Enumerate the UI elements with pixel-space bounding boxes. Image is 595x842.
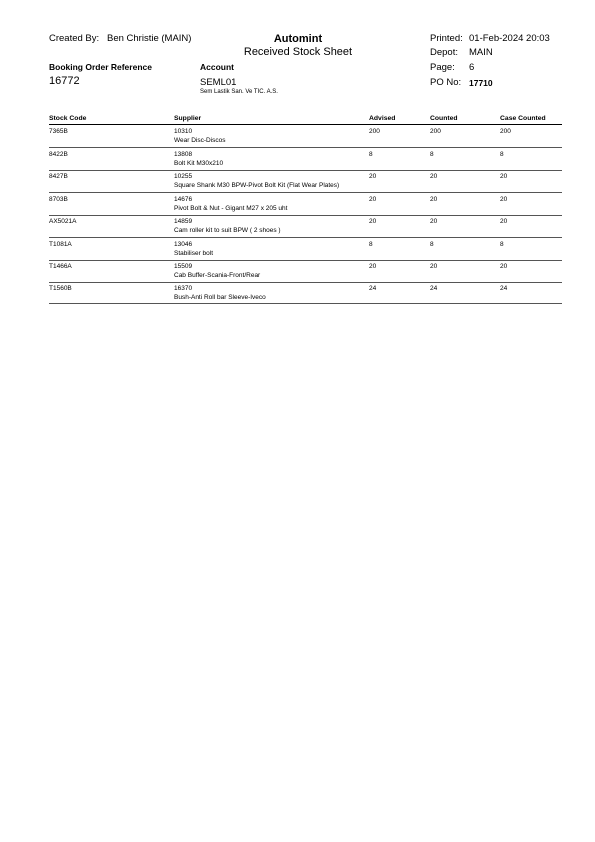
stock-code-cell: AX5021A [49,218,77,225]
counted-cell: 20 [430,173,438,180]
description-cell: Square Shank M30 BPW-Pivot Bolt Kit (Flat Wear Plates) [174,182,340,189]
row-divider [49,170,562,171]
stock-code-cell: T1560B [49,285,72,292]
row-divider [49,303,562,304]
header-divider [49,124,562,125]
column-header-stock-code: Stock Code [49,115,87,122]
case-counted-cell: 20 [500,173,508,180]
company-name: Automint [273,33,323,45]
counted-cell: 24 [430,285,438,292]
account-label: Account [200,62,234,72]
counted-cell: 8 [430,151,434,158]
supplier-code-cell: 10255 [174,173,193,180]
po-value: 17710 [469,78,493,88]
advised-cell: 20 [369,218,377,225]
row-divider [49,192,562,193]
supplier-code-cell: 10310 [174,128,193,135]
case-counted-cell: 8 [500,241,504,248]
supplier-code-cell: 16370 [174,285,193,292]
advised-cell: 20 [369,196,377,203]
counted-cell: 8 [430,241,434,248]
column-header-counted: Counted [430,115,458,122]
row-divider [49,215,562,216]
page-label: Page: [430,62,455,73]
column-header-case-counted: Case Counted [500,115,546,122]
counted-cell: 20 [430,196,438,203]
booking-ref-value: 16772 [49,75,80,87]
stock-code-cell: 8422B [49,151,68,158]
counted-cell: 20 [430,218,438,225]
stock-code-cell: 7365B [49,128,68,135]
advised-cell: 200 [369,128,380,135]
counted-cell: 20 [430,263,438,270]
advised-cell: 24 [369,285,377,292]
stock-code-cell: 8703B [49,196,68,203]
account-name: Sem Lastik San. Ve TIC. A.S. [200,89,278,95]
advised-cell: 20 [369,173,377,180]
sheet-title: Received Stock Sheet [243,46,353,58]
stock-code-cell: T1466A [49,263,72,270]
created-by-value: Ben Christie (MAIN) [107,33,192,44]
created-by-label: Created By: [49,33,100,44]
case-counted-cell: 20 [500,218,508,225]
description-cell: Wear Disc-Discos [174,137,226,144]
supplier-code-cell: 15509 [174,263,193,270]
booking-ref-label: Booking Order Reference [49,62,152,72]
description-cell: Cam roller kit to suit BPW ( 2 shoes ) [174,227,281,234]
supplier-code-cell: 14676 [174,196,193,203]
case-counted-cell: 200 [500,128,511,135]
printed-value: 01-Feb-2024 20:03 [469,33,550,44]
row-divider [49,282,562,283]
page-value: 6 [469,62,475,73]
supplier-code-cell: 13046 [174,241,193,248]
supplier-code-cell: 14859 [174,218,193,225]
description-cell: Bush-Anti Roll bar Sleeve-Iveco [174,294,266,301]
description-cell: Bolt Kit M30x210 [174,160,224,167]
column-header-supplier: Supplier [174,115,202,122]
account-code: SEML01 [200,77,237,88]
row-divider [49,237,562,238]
case-counted-cell: 8 [500,151,504,158]
stock-code-cell: 8427B [49,173,68,180]
description-cell: Pivot Bolt & Nut - Gigant M27 x 205 uht [174,205,288,212]
case-counted-cell: 20 [500,196,508,203]
advised-cell: 8 [369,151,373,158]
row-divider [49,260,562,261]
advised-cell: 8 [369,241,373,248]
description-cell: Stabiliser bolt [174,250,214,257]
case-counted-cell: 24 [500,285,508,292]
depot-label: Depot: [430,47,458,58]
printed-label: Printed: [430,33,463,44]
supplier-code-cell: 13808 [174,151,193,158]
stock-code-cell: T1081A [49,241,72,248]
case-counted-cell: 20 [500,263,508,270]
description-cell: Cab Buffer-Scania-Front/Rear [174,272,261,279]
column-header-advised: Advised [369,115,396,122]
advised-cell: 20 [369,263,377,270]
depot-value: MAIN [469,47,493,58]
row-divider [49,147,562,148]
counted-cell: 200 [430,128,441,135]
po-label: PO No: [430,77,462,88]
